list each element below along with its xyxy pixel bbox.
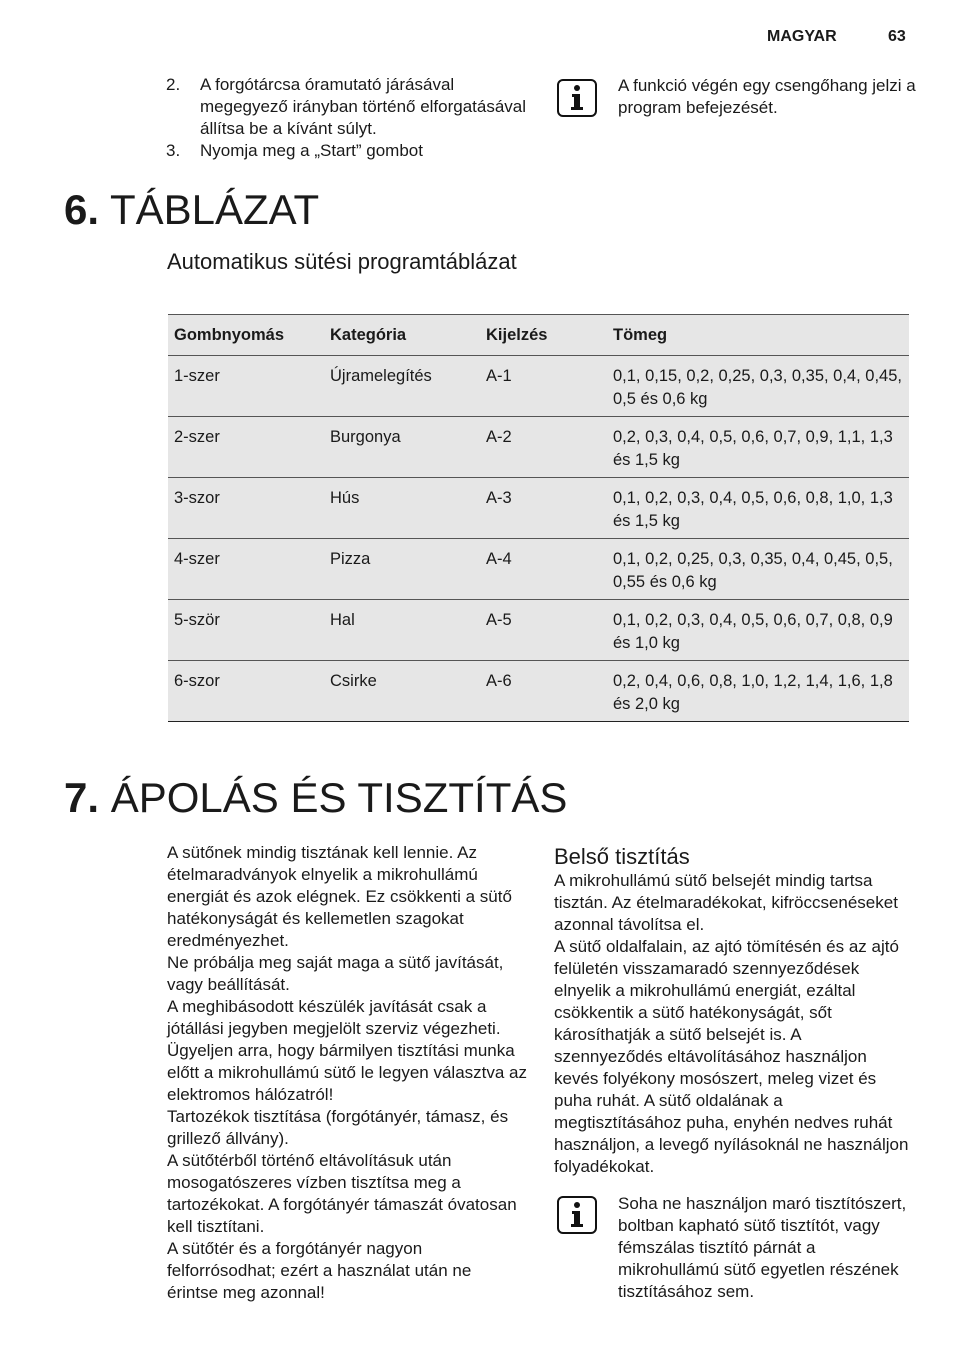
table-cell: A-2	[480, 417, 607, 478]
table-cell: 2-szer	[168, 417, 324, 478]
paragraph: Ne próbálja meg saját maga a sütő javítását, vagy beállítását.	[167, 953, 504, 994]
step-number: 2.	[166, 75, 181, 94]
paragraph: A sütőtérből történő eltávolításuk után mosogatószeres vízben tisztítsa meg a tartozékokat. A forgótányér támaszát óvatosan kell tisztítani.	[167, 1151, 517, 1236]
info-icon	[557, 79, 597, 117]
table-cell: 3-szor	[168, 478, 324, 539]
table-header-cell: Gombnyomás	[168, 315, 324, 356]
table-cell: 0,1, 0,15, 0,2, 0,25, 0,3, 0,35, 0,4, 0,45, 0,5 és 0,6 kg	[607, 356, 909, 417]
table-cell: Hús	[324, 478, 480, 539]
paragraph: A sütőtér és a forgótányér nagyon felforrósodhat; ezért a használat után ne érintse meg azonnal!	[167, 1239, 472, 1302]
step-text: Nyomja meg a „Start” gombot	[200, 141, 423, 160]
paragraph: A meghibásodott készülék javítását csak a jótállási jegyben megjelölt szerviz végezheti.	[167, 997, 501, 1038]
section-7-number: 7.	[64, 774, 100, 821]
section-6-number: 6.	[64, 186, 100, 233]
table-cell: 0,2, 0,3, 0,4, 0,5, 0,6, 0,7, 0,9, 1,1, 1,3 és 1,5 kg	[607, 417, 909, 478]
section-7-heading	[64, 774, 567, 822]
table-row	[168, 539, 909, 600]
table-cell: 0,2, 0,4, 0,6, 0,8, 1,0, 1,2, 1,4, 1,6, 1,8 és 2,0 kg	[607, 661, 909, 722]
care-left-column	[167, 842, 527, 1304]
table-header-cell: Kijelzés	[480, 315, 607, 356]
table-cell: 5-ször	[168, 600, 324, 661]
step-item	[166, 140, 536, 162]
program-table	[168, 314, 909, 722]
header-language: MAGYAR	[767, 28, 837, 45]
table-header-cell: Tömeg	[607, 315, 909, 356]
paragraph: Ügyeljen arra, hogy bármilyen tisztítási munka előtt a mikrohullámú sütő le legyen választva az elektromos hálózatról!	[167, 1041, 528, 1104]
table-row	[168, 478, 909, 539]
table-row	[168, 600, 909, 661]
info-note-bottom: Soha ne használjon maró tisztítószert, boltban kapható sütő tisztítót, vagy fémszálas tisztító párnát a mikrohullámú sütő egyetlen részének tisztításához sem.	[618, 1194, 907, 1301]
table-cell: A-6	[480, 661, 607, 722]
table-header-cell: Kategória	[324, 315, 480, 356]
paragraph: A sütőnek mindig tisztának kell lennie. Az ételmaradványok elnyelik a mikrohullámú energiát és azok elégnek. Ez csökkenti a sütő hatékonyságát és kellemetlen szagokat eredményezhet.	[167, 843, 512, 950]
step-item	[166, 74, 536, 140]
paragraph: Tartozékok tisztítása (forgótányér, támasz, és grillező állvány).	[167, 1107, 509, 1148]
info-note-top: A funkció végén egy csengőhang jelzi a program befejezését.	[618, 76, 916, 117]
table-header-row	[168, 315, 909, 356]
table-cell: A-3	[480, 478, 607, 539]
step-text: A forgótárcsa óramutató járásával megegyező irányban történő elforgatásával állítsa be a kívánt súlyt.	[200, 75, 527, 138]
table-cell: 6-szor	[168, 661, 324, 722]
table-cell: Hal	[324, 600, 480, 661]
table-cell: 4-szer	[168, 539, 324, 600]
section-6-heading	[64, 186, 319, 234]
table-cell: Csirke	[324, 661, 480, 722]
table-cell: 0,1, 0,2, 0,3, 0,4, 0,5, 0,6, 0,8, 1,0, 1,3 és 1,5 kg	[607, 478, 909, 539]
care-right-column	[554, 844, 914, 1178]
info-icon	[557, 1196, 597, 1234]
steps-list	[166, 74, 536, 162]
section-7-title: ÁPOLÁS ÉS TISZTÍTÁS	[110, 774, 568, 821]
table-cell: Burgonya	[324, 417, 480, 478]
table-cell: 0,1, 0,2, 0,25, 0,3, 0,35, 0,4, 0,45, 0,5, 0,55 és 0,6 kg	[607, 539, 909, 600]
page-number: 63	[888, 28, 906, 45]
table-cell: A-4	[480, 539, 607, 600]
table-cell: 1-szer	[168, 356, 324, 417]
paragraph: A sütő oldalfalain, az ajtó tömítésén és az ajtó felületén visszamaradó szennyeződések elnyelik a mikrohullámú energiát, ezáltal csökkentik a sütő hatékonyságát, sőt károsíthatják a sütő belsejét is. A szennyeződés eltávolításához használjon kevés folyékony mosószert, meleg vizet és puha ruhát. A sütő oldalának a megtisztításához puha, enyhén nedves ruhát használjon, a levegő nyílásoknál ne használjon folyadékokat.	[554, 937, 909, 1176]
table-cell: A-1	[480, 356, 607, 417]
inner-cleaning-title: Belső tisztítás	[554, 844, 690, 869]
section-6-subtitle: Automatikus sütési programtáblázat	[167, 249, 517, 274]
table-row	[168, 661, 909, 722]
table-cell: Pizza	[324, 539, 480, 600]
table-cell: 0,1, 0,2, 0,3, 0,4, 0,5, 0,6, 0,7, 0,8, 0,9 és 1,0 kg	[607, 600, 909, 661]
step-number: 3.	[166, 141, 181, 160]
table-row	[168, 356, 909, 417]
section-6-title: TÁBLÁZAT	[109, 186, 320, 233]
paragraph: A mikrohullámú sütő belsejét mindig tartsa tisztán. Az ételmaradékokat, kifröccsenéseket azonnal távolítsa el.	[554, 871, 898, 934]
table-cell: Újramelegítés	[324, 356, 480, 417]
table-row	[168, 417, 909, 478]
table-cell: A-5	[480, 600, 607, 661]
